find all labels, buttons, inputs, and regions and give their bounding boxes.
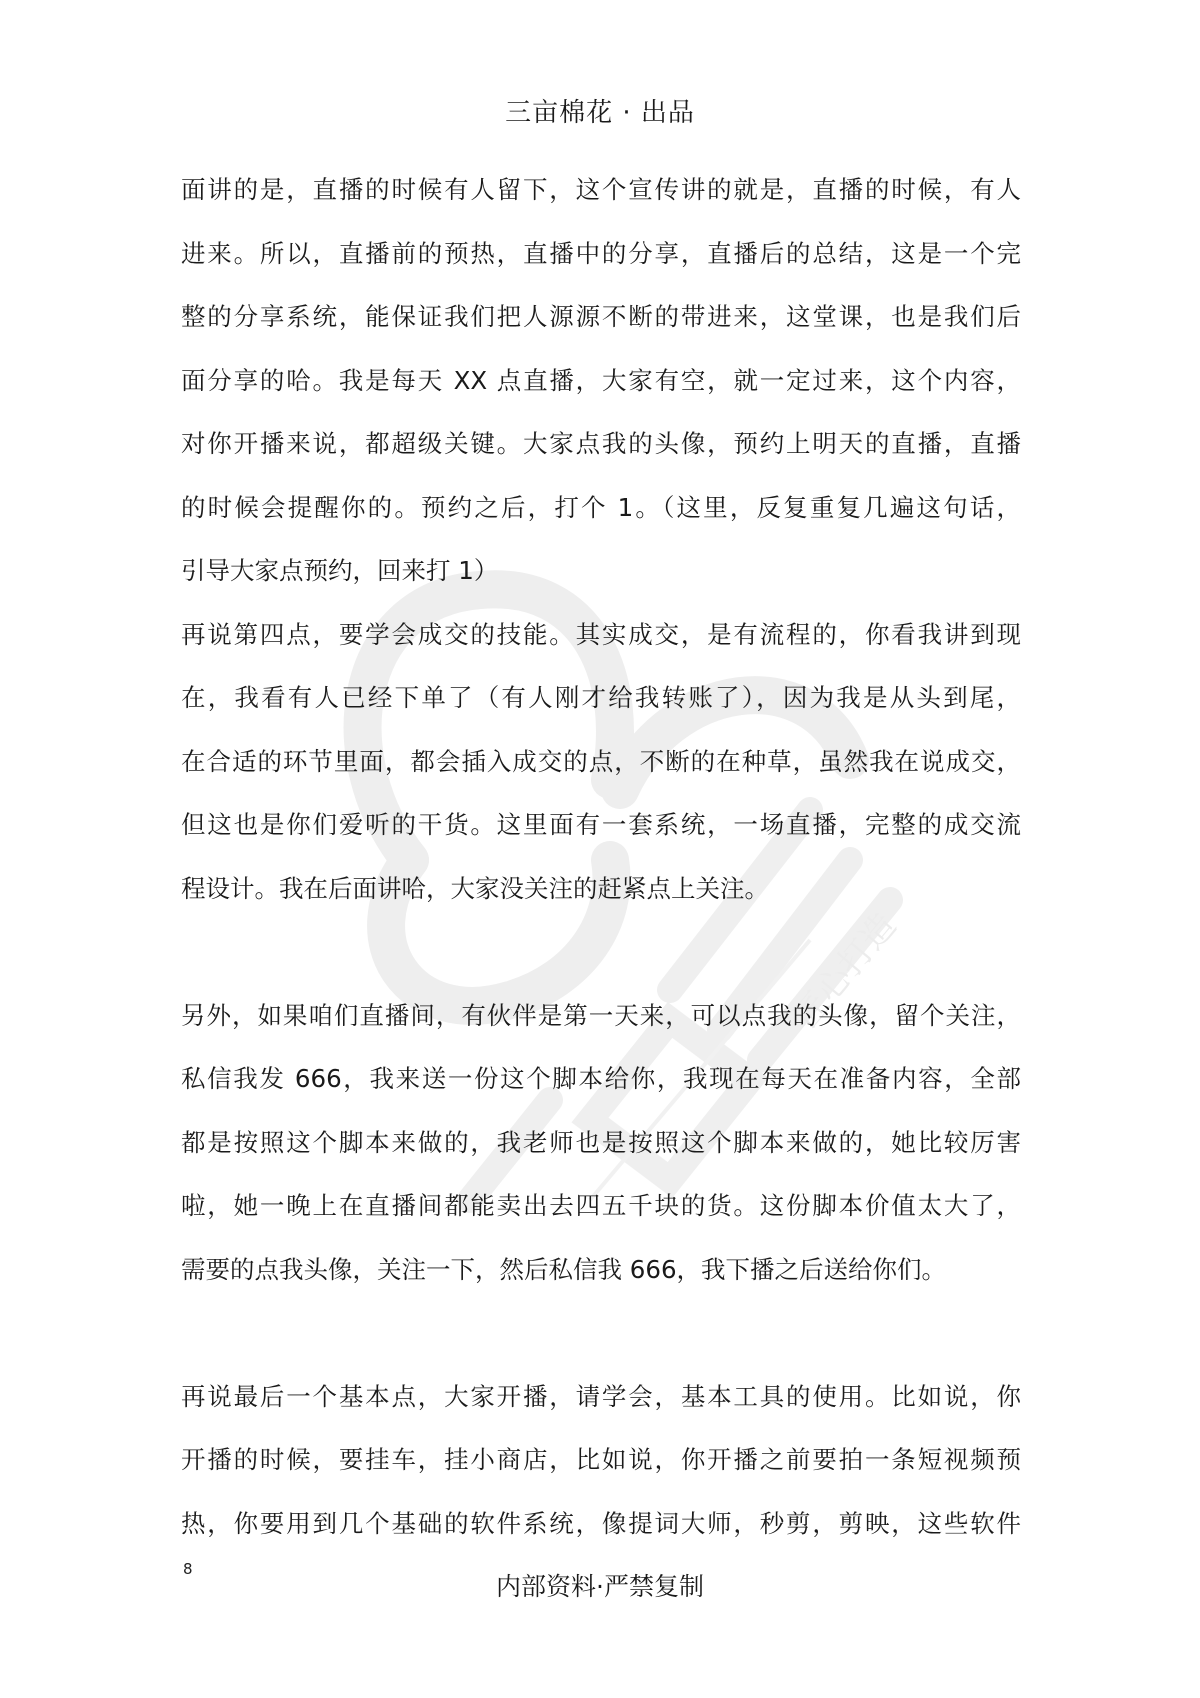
- paragraph: [181, 984, 1021, 1302]
- text-line: 再说第四点，要学会成交的技能。其实成交，是有流程的，你看我讲到现: [181, 619, 1021, 649]
- text-line: 在合适的环节里面，都会插入成交的点，不断的在种草，虽然我在说成交，: [181, 746, 1021, 776]
- text-line: 进来。所以，直播前的预热，直播中的分享，直播后的总结，这是一个完: [181, 238, 1021, 268]
- text-line: 开播的时候，要挂车，挂小商店，比如说，你开播之前要拍一条短视频预: [181, 1445, 1021, 1474]
- text-line: 再说最后一个基本点，大家开播，请学会，基本工具的使用。比如说，你: [181, 1381, 1021, 1411]
- text-line: 面分享的哈。我是每天 XX 点直播，大家有空，就一定过来，这个内容，: [181, 365, 1021, 395]
- text-line: 对你开播来说，都超级关键。大家点我的头像，预约上明天的直播，直播: [181, 429, 1021, 458]
- text-line: 都是按照这个脚本来做的，我老师也是按照这个脚本来做的，她比较厉害: [181, 1127, 1021, 1157]
- text-line: 热，你要用到几个基础的软件系统，像提词大师，秒剪，剪映，这些软件: [181, 1508, 1021, 1538]
- text-line: 程设计。我在后面讲哈，大家没关注的赶紧点上关注。: [181, 873, 769, 903]
- paragraph-spacer: [181, 920, 1021, 984]
- page-header-title: 三亩棉花 · 出品: [505, 98, 695, 128]
- watermark-subtext: 匠心打造: [786, 905, 905, 1036]
- text-line: 啦，她一晚上在直播间都能卖出去四五千块的货。这份脚本价值太大了，: [181, 1191, 1021, 1220]
- page-number: 8: [183, 1560, 193, 1578]
- text-line: 整的分享系统，能保证我们把人源源不断的带进来，这堂课，也是我们后: [181, 302, 1021, 331]
- paragraph: [181, 1365, 1021, 1556]
- paragraph-spacer: [181, 1301, 1021, 1365]
- text-line: 但这也是你们爱听的干货。这里面有一套系统，一场直播，完整的成交流: [181, 810, 1021, 839]
- text-line: 的时候会提醒你的。预约之后，打个 1。（这里，反复重复几遍这句话，: [181, 492, 1021, 522]
- text-line: 面讲的是，直播的时候有人留下，这个宣传讲的就是，直播的时候，有人: [181, 175, 1021, 204]
- document-body: [181, 158, 1021, 1555]
- text-line: 引导大家点预约，回来打 1）: [181, 556, 499, 585]
- text-line: 私信我发 666，我来送一份这个脚本给你，我现在每天在准备内容，全部: [181, 1064, 1021, 1093]
- paragraph: [181, 603, 1021, 921]
- text-line: 在，我看有人已经下单了（有人刚才给我转账了），因为我是从头到尾，: [181, 683, 1021, 712]
- paragraph: [181, 158, 1021, 603]
- text-line: 另外，如果咱们直播间，有伙伴是第一天来，可以点我的头像，留个关注，: [181, 1000, 1021, 1030]
- text-line: 需要的点我头像，关注一下，然后私信我 666，我下播之后送给你们。: [181, 1254, 947, 1284]
- footer-notice: 内部资料·严禁复制: [496, 1572, 704, 1601]
